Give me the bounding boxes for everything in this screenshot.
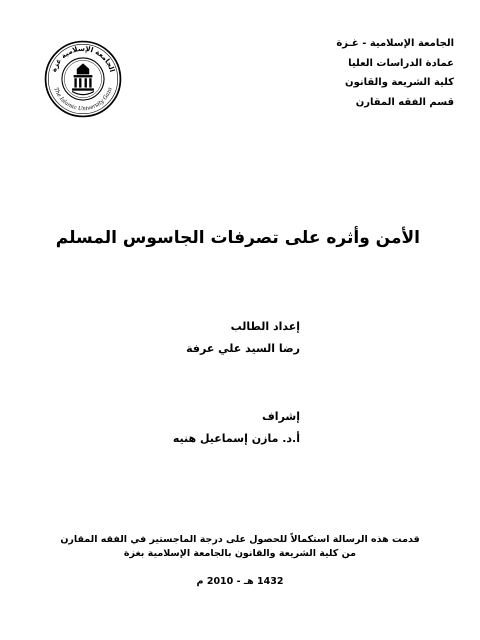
submission-date: 1432 هـ - 2010 م [196, 576, 284, 587]
university-name: الجامعة الإسلامية - غـزة [336, 38, 454, 49]
deanship-name: عمادة الدراسات العليا [348, 57, 454, 69]
faculty-name: كلية الشريعة والقانون [345, 77, 454, 88]
seal-english-text: The Islamic University Gaza [52, 86, 114, 113]
student-label: إعداد الطالب [230, 320, 300, 333]
submission-line-2: من كلية الشريعة والقانون بالجامعة الإسلامية بغزة [123, 548, 357, 559]
submission-statement [40, 533, 440, 589]
submission-line-1: قدمت هذه الرسالة استكمالاً للحصول على درجة الماجستير في الفقه المقارن [60, 534, 420, 545]
institution-block [264, 34, 454, 112]
university-seal-icon [44, 40, 122, 118]
supervisor-name: أ.د. مازن إسماعيل هنيه [172, 432, 300, 445]
supervisor-label: إشراف [262, 410, 300, 423]
seal-arabic-text: الجامعة الإسلامية غزة [48, 43, 118, 74]
student-name: رضا السيد علي عرفة [186, 342, 300, 355]
department-name: قسم الفقه المقارن [355, 96, 454, 108]
thesis-title: الأمن وأثره على تصرفات الجاسوس المسلم [55, 228, 420, 248]
